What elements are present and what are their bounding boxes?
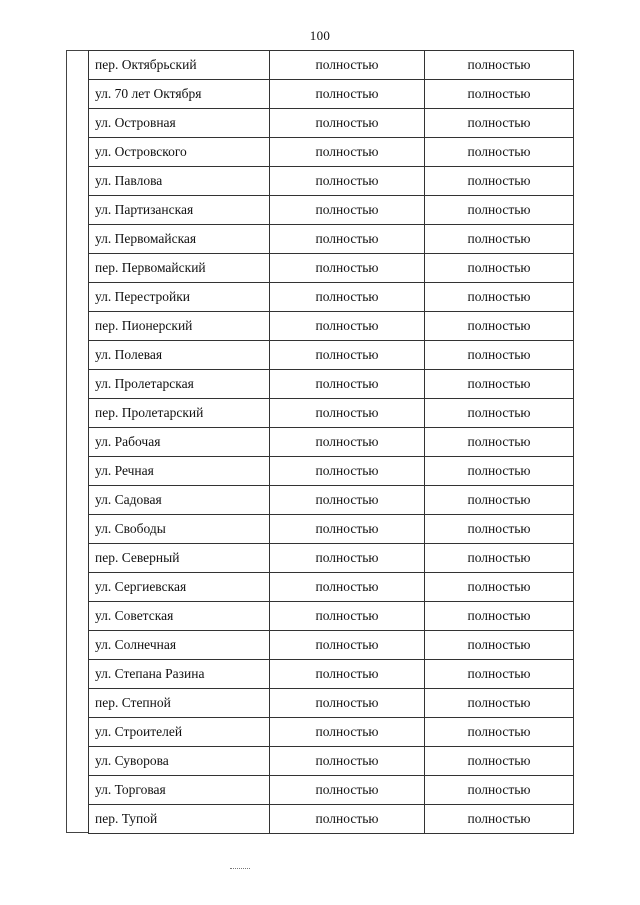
status-cell-a: полностью [270, 283, 425, 312]
street-name-cell: ул. Островского [89, 138, 270, 167]
table-row [89, 138, 574, 167]
table-row [89, 196, 574, 225]
street-name-cell: ул. Полевая [89, 341, 270, 370]
table-row [89, 225, 574, 254]
street-name-cell: ул. Строителей [89, 718, 270, 747]
table-row [89, 776, 574, 805]
table-row [89, 51, 574, 80]
status-cell-a: полностью [270, 776, 425, 805]
streets-table-body [89, 51, 574, 834]
status-cell-a: полностью [270, 660, 425, 689]
street-name-cell: ул. Свободы [89, 515, 270, 544]
outer-table-border-bottom [66, 832, 88, 833]
status-cell-a: полностью [270, 370, 425, 399]
street-name-cell: пер. Степной [89, 689, 270, 718]
status-cell-a: полностью [270, 573, 425, 602]
street-name-cell: ул. Степана Разина [89, 660, 270, 689]
table-row [89, 312, 574, 341]
streets-table [88, 50, 574, 834]
status-cell-a: полностью [270, 80, 425, 109]
status-cell-a: полностью [270, 51, 425, 80]
status-cell-b: полностью [425, 254, 574, 283]
status-cell-b: полностью [425, 602, 574, 631]
status-cell-a: полностью [270, 515, 425, 544]
status-cell-b: полностью [425, 283, 574, 312]
status-cell-b: полностью [425, 80, 574, 109]
table-row [89, 718, 574, 747]
table-row [89, 399, 574, 428]
status-cell-a: полностью [270, 631, 425, 660]
status-cell-a: полностью [270, 805, 425, 834]
street-name-cell: ул. Павлова [89, 167, 270, 196]
status-cell-b: полностью [425, 196, 574, 225]
status-cell-b: полностью [425, 341, 574, 370]
table-row [89, 573, 574, 602]
page-number: 100 [309, 28, 331, 43]
status-cell-a: полностью [270, 225, 425, 254]
outer-table-border-top [66, 50, 88, 51]
status-cell-b: полностью [425, 544, 574, 573]
status-cell-a: полностью [270, 167, 425, 196]
street-name-cell: ул. Торговая [89, 776, 270, 805]
status-cell-b: полностью [425, 573, 574, 602]
street-name-cell: ул. Первомайская [89, 225, 270, 254]
status-cell-b: полностью [425, 225, 574, 254]
scan-mark [230, 868, 250, 870]
table-row [89, 689, 574, 718]
table-row [89, 283, 574, 312]
street-name-cell: пер. Пионерский [89, 312, 270, 341]
status-cell-a: полностью [270, 689, 425, 718]
status-cell-b: полностью [425, 312, 574, 341]
outer-table-border [66, 50, 67, 833]
street-name-cell: пер. Северный [89, 544, 270, 573]
table-row [89, 341, 574, 370]
street-name-cell: пер. Первомайский [89, 254, 270, 283]
street-name-cell: ул. Партизанская [89, 196, 270, 225]
status-cell-a: полностью [270, 399, 425, 428]
status-cell-b: полностью [425, 660, 574, 689]
table-row [89, 254, 574, 283]
status-cell-b: полностью [425, 399, 574, 428]
street-name-cell: ул. Садовая [89, 486, 270, 515]
table-row [89, 660, 574, 689]
street-name-cell: ул. Речная [89, 457, 270, 486]
status-cell-a: полностью [270, 718, 425, 747]
street-name-cell: ул. Пролетарская [89, 370, 270, 399]
status-cell-a: полностью [270, 254, 425, 283]
status-cell-a: полностью [270, 544, 425, 573]
table-row [89, 631, 574, 660]
table-row [89, 805, 574, 834]
table-row [89, 80, 574, 109]
table-row [89, 109, 574, 138]
status-cell-a: полностью [270, 138, 425, 167]
table-row [89, 457, 574, 486]
status-cell-b: полностью [425, 747, 574, 776]
status-cell-b: полностью [425, 689, 574, 718]
table-row [89, 544, 574, 573]
status-cell-b: полностью [425, 138, 574, 167]
status-cell-b: полностью [425, 631, 574, 660]
table-row [89, 747, 574, 776]
status-cell-b: полностью [425, 370, 574, 399]
table-row [89, 428, 574, 457]
status-cell-b: полностью [425, 428, 574, 457]
status-cell-b: полностью [425, 718, 574, 747]
status-cell-a: полностью [270, 341, 425, 370]
street-name-cell: ул. Советская [89, 602, 270, 631]
status-cell-b: полностью [425, 51, 574, 80]
street-name-cell: ул. Сергиевская [89, 573, 270, 602]
status-cell-a: полностью [270, 109, 425, 138]
street-name-cell: ул. 70 лет Октября [89, 80, 270, 109]
table-row [89, 370, 574, 399]
status-cell-a: полностью [270, 602, 425, 631]
status-cell-b: полностью [425, 457, 574, 486]
status-cell-a: полностью [270, 196, 425, 225]
street-name-cell: ул. Островная [89, 109, 270, 138]
street-name-cell: ул. Перестройки [89, 283, 270, 312]
status-cell-b: полностью [425, 167, 574, 196]
status-cell-b: полностью [425, 486, 574, 515]
table-row [89, 515, 574, 544]
status-cell-b: полностью [425, 109, 574, 138]
status-cell-b: полностью [425, 515, 574, 544]
street-name-cell: пер. Пролетарский [89, 399, 270, 428]
status-cell-b: полностью [425, 776, 574, 805]
table-row [89, 167, 574, 196]
table-row [89, 486, 574, 515]
street-name-cell: пер. Тупой [89, 805, 270, 834]
status-cell-a: полностью [270, 486, 425, 515]
street-name-cell: пер. Октябрьский [89, 51, 270, 80]
table-row [89, 602, 574, 631]
street-name-cell: ул. Рабочая [89, 428, 270, 457]
status-cell-a: полностью [270, 312, 425, 341]
street-name-cell: ул. Суворова [89, 747, 270, 776]
status-cell-a: полностью [270, 747, 425, 776]
status-cell-b: полностью [425, 805, 574, 834]
status-cell-a: полностью [270, 428, 425, 457]
status-cell-a: полностью [270, 457, 425, 486]
street-name-cell: ул. Солнечная [89, 631, 270, 660]
